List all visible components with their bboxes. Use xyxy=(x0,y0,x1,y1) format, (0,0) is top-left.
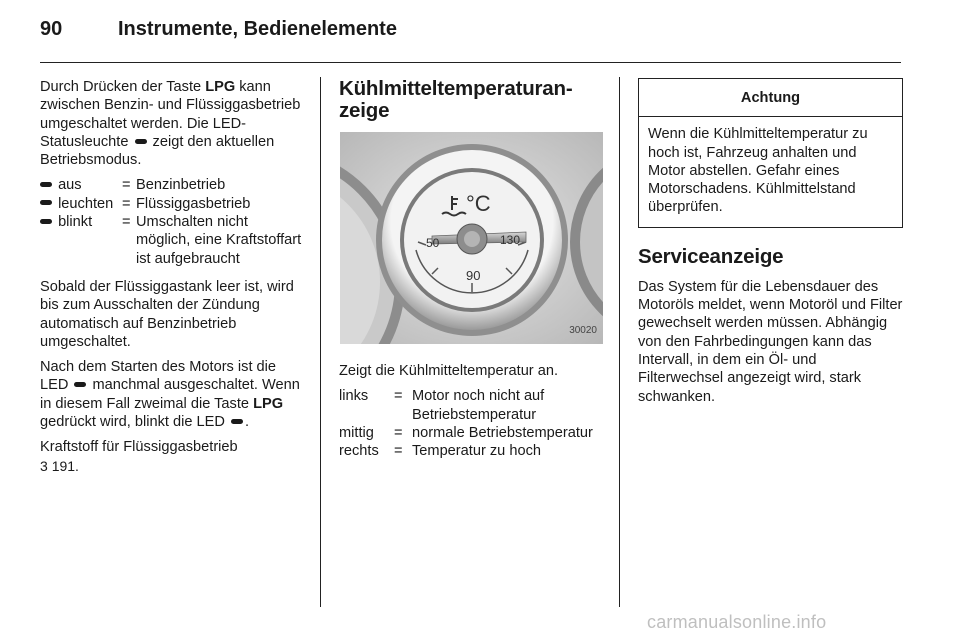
text: Kraftstoff für Flüssiggasbetrieb xyxy=(40,439,238,456)
reference-page: 191. xyxy=(51,457,79,474)
list-item xyxy=(339,424,605,442)
equals: = xyxy=(122,214,131,231)
gauge-label-90: 90 xyxy=(466,268,481,283)
gauge-caption: Zeigt die Kühlmitteltemperatur an. xyxy=(339,363,559,379)
list-item xyxy=(40,213,306,268)
led-status-icon xyxy=(135,139,147,144)
page-header xyxy=(40,18,397,41)
text: manchmal ausgeschaltet. Wenn in diesem Fall zweimal die Taste xyxy=(40,377,300,412)
led-after-start-paragraph xyxy=(40,358,306,431)
description: Benzinbetrieb xyxy=(136,177,226,194)
column-service xyxy=(638,78,903,413)
coolant-gauge-image xyxy=(340,132,603,344)
section-title: Instrumente, Bedienelemente xyxy=(118,18,397,40)
warning-box xyxy=(638,78,903,228)
text: Nach dem Starten des Motors ist die LED xyxy=(40,359,277,394)
column-divider-1 xyxy=(320,77,321,607)
service-paragraph: Das System für die Lebensdauer des Motoröls meldet, wenn Motoröl und Filter gewechselt werden müssen. Abhängig von den Fahrbedingungen kann das Intervall, in dem ein Öl- und Filterwechsel angezeigt wird, stark schwanken. xyxy=(638,278,903,405)
term: aus xyxy=(58,177,82,194)
equals: = xyxy=(394,388,403,405)
warning-text: Wenn die Kühlmitteltemperatur zu hoch ist, Fahrzeug anhalten und Motor abstellen. Gefahr eines Motorschadens. Kühlmittelstand überprüfen. xyxy=(648,126,868,216)
description: Motor noch nicht auf Betriebstemperatur xyxy=(412,388,545,423)
equals: = xyxy=(394,424,403,441)
service-heading: Serviceanzeige xyxy=(638,244,784,268)
term: mittig xyxy=(339,424,374,441)
gauge-label-130: 130 xyxy=(500,233,521,247)
term: leuchten xyxy=(58,195,114,212)
gauge-unit-label: °C xyxy=(466,191,491,216)
list-item xyxy=(40,176,306,194)
list-item xyxy=(339,387,605,424)
description: normale Betriebstemperatur xyxy=(412,424,593,441)
equals: = xyxy=(122,195,131,212)
term: blinkt xyxy=(58,214,93,231)
led-icon xyxy=(231,419,243,424)
text: gedrückt wird, blinkt die LED xyxy=(40,414,229,431)
description: Flüssiggasbetrieb xyxy=(136,195,251,212)
watermark: carmanualsonline.info xyxy=(647,612,827,632)
gauge-position-list xyxy=(339,387,605,460)
led-icon xyxy=(74,382,86,387)
gauge-label-50: 50 xyxy=(426,236,440,250)
led-state-list xyxy=(40,176,306,267)
warning-title: Achtung xyxy=(639,79,902,117)
text: zeigt den aktuellen Betriebsmodus. xyxy=(40,133,275,169)
equals: = xyxy=(394,443,403,460)
text: kann zwischen Benzin- und Flüssiggasbetrieb umgeschaltet werden. Die LED-Statusleuchte xyxy=(40,79,301,150)
equals: = xyxy=(122,177,131,194)
lpg-intro-paragraph xyxy=(40,78,306,169)
list-item xyxy=(339,442,605,460)
description: Umschalten nicht möglich, eine Kraftstoffart ist aufgebraucht xyxy=(136,214,302,267)
led-icon xyxy=(40,200,52,205)
coolant-gauge-figure xyxy=(340,132,603,344)
reference-arrow-icon: 3 xyxy=(40,457,48,474)
page-reference-link[interactable] xyxy=(40,458,79,474)
list-item xyxy=(40,195,306,213)
term: links xyxy=(339,388,369,405)
tank-empty-paragraph: Sobald der Flüssiggastank leer ist, wird bis zum Ausschalten der Zündung automatisch auf Benzinbetrieb umgeschaltet. xyxy=(40,278,294,350)
column-divider-2 xyxy=(619,77,620,607)
lpg-key-label: LPG xyxy=(253,395,284,412)
coolant-heading: Kühlmitteltemperaturan-zeige xyxy=(339,77,573,122)
header-rule xyxy=(40,62,901,63)
figure-code: 30020 xyxy=(569,324,597,336)
led-icon xyxy=(40,182,52,187)
led-icon xyxy=(40,219,52,224)
text: Durch Drücken der Taste xyxy=(40,79,206,95)
column-coolant xyxy=(339,78,605,470)
term: rechts xyxy=(339,443,379,460)
text: . xyxy=(245,414,250,431)
page-number: 90 xyxy=(40,18,63,40)
column-lpg xyxy=(40,78,306,483)
fuel-reference-paragraph xyxy=(40,438,306,476)
description: Temperatur zu hoch xyxy=(412,443,541,460)
lpg-key-label: LPG xyxy=(205,79,236,95)
